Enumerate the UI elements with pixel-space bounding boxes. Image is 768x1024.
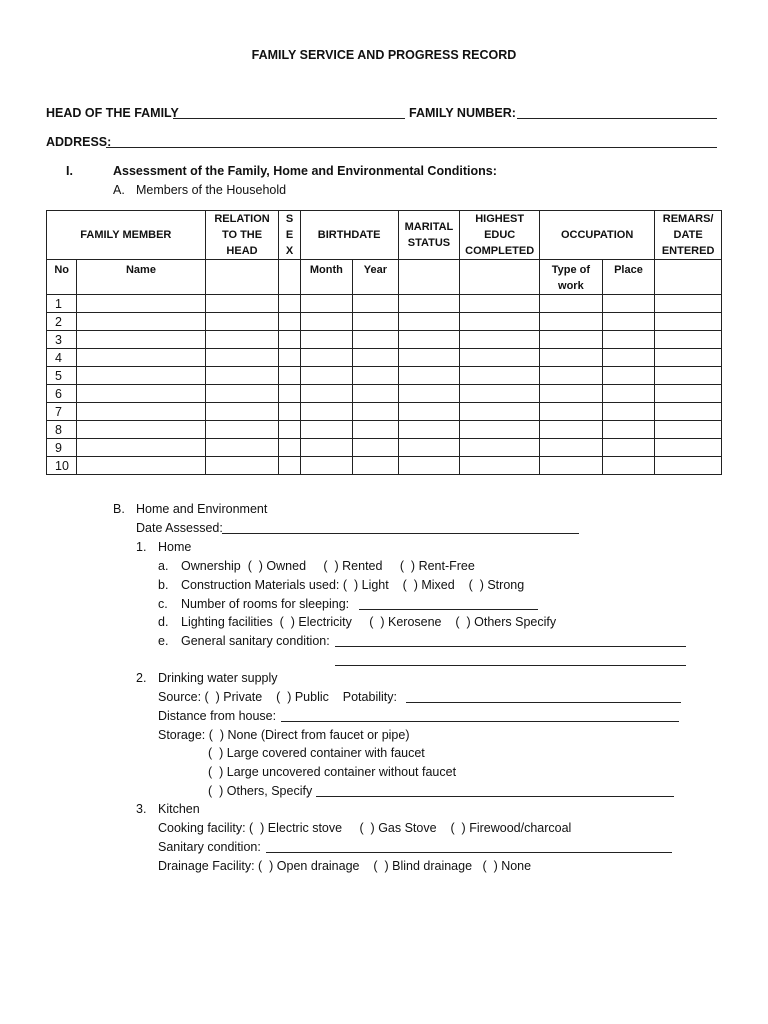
marital-status-header: MARITAL STATUS <box>398 211 460 260</box>
table-cell[interactable] <box>602 295 655 313</box>
table-cell[interactable] <box>398 457 460 475</box>
row-number: 3 <box>47 331 77 349</box>
table-cell[interactable] <box>398 421 460 439</box>
distance-label: Distance from house: <box>158 709 277 723</box>
form-title: FAMILY SERVICE AND PROGRESS RECORD <box>251 48 517 62</box>
table-cell[interactable] <box>540 367 603 385</box>
table-cell[interactable] <box>205 403 279 421</box>
table-cell[interactable] <box>279 403 300 421</box>
table-cell[interactable] <box>460 349 540 367</box>
table-cell[interactable] <box>205 385 279 403</box>
row-number: 10 <box>47 457 77 475</box>
storage-others-field[interactable] <box>316 796 674 797</box>
ownership-letter: a. <box>158 559 169 573</box>
table-cell[interactable] <box>655 367 722 385</box>
table-cell[interactable] <box>540 385 603 403</box>
table-cell[interactable] <box>300 385 353 403</box>
table-cell[interactable] <box>655 385 722 403</box>
table-row <box>47 367 722 385</box>
table-cell[interactable] <box>353 385 398 403</box>
row-number: 4 <box>47 349 77 367</box>
table-cell[interactable] <box>279 367 300 385</box>
table-cell[interactable] <box>300 295 353 313</box>
table-cell[interactable] <box>77 421 205 439</box>
table-cell[interactable] <box>602 367 655 385</box>
table-cell[interactable] <box>353 457 398 475</box>
sanitary-field[interactable] <box>335 646 686 647</box>
table-cell[interactable] <box>460 457 540 475</box>
table-cell[interactable] <box>655 439 722 457</box>
head-of-family-field[interactable] <box>173 118 405 119</box>
table-cell[interactable] <box>398 439 460 457</box>
table-cell[interactable] <box>602 403 655 421</box>
kitchen-sanitary-label: Sanitary condition: <box>158 840 261 854</box>
table-cell[interactable] <box>300 403 353 421</box>
water-source-options[interactable]: Source: ( ) Private ( ) Public Potability: <box>158 690 397 704</box>
ownership-options[interactable]: Ownership ( ) Owned ( ) Rented ( ) Rent-Free <box>181 559 475 573</box>
rooms-label: Number of rooms for sleeping: <box>181 597 350 611</box>
storage-option-covered[interactable]: ( ) Large covered container with faucet <box>208 746 425 760</box>
potability-field[interactable] <box>406 702 681 703</box>
table-cell[interactable] <box>540 331 603 349</box>
table-cell[interactable] <box>540 295 603 313</box>
table-row <box>47 313 722 331</box>
table-cell[interactable] <box>460 313 540 331</box>
table-cell[interactable] <box>77 295 205 313</box>
table-cell[interactable] <box>279 421 300 439</box>
table-cell[interactable] <box>300 331 353 349</box>
table-cell[interactable] <box>460 439 540 457</box>
table-cell[interactable] <box>279 349 300 367</box>
family-number-label: FAMILY NUMBER: <box>409 106 516 120</box>
remarks-header: REMARS/ DATE ENTERED <box>655 211 722 260</box>
section-b-letter: B. <box>113 502 125 516</box>
table-cell[interactable] <box>300 421 353 439</box>
table-row <box>47 457 722 475</box>
sanitary-field-2[interactable] <box>335 665 686 666</box>
table-cell[interactable] <box>602 385 655 403</box>
table-cell[interactable] <box>353 349 398 367</box>
sex-subheader <box>279 260 300 295</box>
table-row <box>47 385 722 403</box>
table-cell[interactable] <box>205 367 279 385</box>
sanitary-label: General sanitary condition: <box>181 634 330 648</box>
table-cell[interactable] <box>77 331 205 349</box>
table-cell[interactable] <box>77 349 205 367</box>
table-cell[interactable] <box>398 295 460 313</box>
kitchen-sanitary-field[interactable] <box>266 852 672 853</box>
table-cell[interactable] <box>205 295 279 313</box>
table-cell[interactable] <box>353 331 398 349</box>
table-cell[interactable] <box>77 403 205 421</box>
table-cell[interactable] <box>602 421 655 439</box>
table-cell[interactable] <box>398 403 460 421</box>
table-cell[interactable] <box>300 367 353 385</box>
date-assessed-field[interactable] <box>222 533 579 534</box>
distance-field[interactable] <box>281 721 679 722</box>
table-cell[interactable] <box>655 457 722 475</box>
birthdate-header: BIRTHDATE <box>300 211 398 260</box>
table-cell[interactable] <box>460 421 540 439</box>
remarks-subheader <box>655 260 722 295</box>
rooms-letter: c. <box>158 597 168 611</box>
table-cell[interactable] <box>279 295 300 313</box>
table-cell[interactable] <box>398 367 460 385</box>
table-cell[interactable] <box>655 403 722 421</box>
water-number: 2. <box>136 671 147 685</box>
family-member-header: FAMILY MEMBER <box>47 211 206 260</box>
section-numeral: I. <box>66 164 73 178</box>
table-row <box>47 421 722 439</box>
row-number: 2 <box>47 313 77 331</box>
sex-header: S E X <box>279 211 300 260</box>
table-cell[interactable] <box>300 349 353 367</box>
table-cell[interactable] <box>655 313 722 331</box>
occupation-header: OCCUPATION <box>540 211 655 260</box>
table-cell[interactable] <box>602 439 655 457</box>
table-cell[interactable] <box>398 349 460 367</box>
table-cell[interactable] <box>460 331 540 349</box>
table-cell[interactable] <box>77 367 205 385</box>
table-cell[interactable] <box>353 421 398 439</box>
table-cell[interactable] <box>300 457 353 475</box>
rooms-field[interactable] <box>359 609 538 610</box>
row-number: 7 <box>47 403 77 421</box>
table-row <box>47 403 722 421</box>
table-cell[interactable] <box>602 457 655 475</box>
section-title: Assessment of the Family, Home and Environmental Conditions: <box>113 164 497 178</box>
month-header: Month <box>300 260 353 295</box>
table-cell[interactable] <box>353 367 398 385</box>
table-cell[interactable] <box>353 313 398 331</box>
type-of-work-header: Type of work <box>540 260 603 295</box>
subsection-a-letter: A. <box>113 183 125 197</box>
table-cell[interactable] <box>77 457 205 475</box>
sanitary-letter: e. <box>158 634 169 648</box>
address-label: ADDRESS: <box>46 135 112 149</box>
table-cell[interactable] <box>398 313 460 331</box>
education-header: HIGHEST EDUC COMPLETED <box>460 211 540 260</box>
table-row <box>47 295 722 313</box>
row-number: 5 <box>47 367 77 385</box>
household-members-table <box>46 210 722 475</box>
relation-header: RELATION TO THE HEAD <box>205 211 279 260</box>
date-assessed-label: Date Assessed: <box>136 521 223 535</box>
table-cell[interactable] <box>398 385 460 403</box>
table-cell[interactable] <box>279 385 300 403</box>
table-cell[interactable] <box>540 421 603 439</box>
table-cell[interactable] <box>540 349 603 367</box>
table-cell[interactable] <box>398 331 460 349</box>
drainage-options[interactable]: Drainage Facility: ( ) Open drainage ( ) Blind drainage ( ) None <box>158 859 532 873</box>
table-cell[interactable] <box>460 385 540 403</box>
table-cell[interactable] <box>540 457 603 475</box>
kitchen-number: 3. <box>136 802 147 816</box>
storage-option-none[interactable]: Storage: ( ) None (Direct from faucet or pipe) <box>158 728 410 742</box>
name-header: Name <box>77 260 205 295</box>
no-header: No <box>47 260 77 295</box>
relation-subheader <box>205 260 279 295</box>
row-number: 6 <box>47 385 77 403</box>
marital-subheader <box>398 260 460 295</box>
table-row <box>47 349 722 367</box>
table-cell[interactable] <box>279 457 300 475</box>
table-cell[interactable] <box>279 313 300 331</box>
table-cell[interactable] <box>77 385 205 403</box>
kitchen-title: Kitchen <box>158 802 200 816</box>
table-cell[interactable] <box>655 349 722 367</box>
table-cell[interactable] <box>540 439 603 457</box>
home-number: 1. <box>136 540 147 554</box>
table-cell[interactable] <box>205 421 279 439</box>
row-number: 1 <box>47 295 77 313</box>
table-cell[interactable] <box>460 403 540 421</box>
row-number: 8 <box>47 421 77 439</box>
table-cell[interactable] <box>540 403 603 421</box>
table-cell[interactable] <box>77 313 205 331</box>
table-cell[interactable] <box>205 349 279 367</box>
table-cell[interactable] <box>655 295 722 313</box>
table-cell[interactable] <box>205 331 279 349</box>
storage-option-others[interactable]: ( ) Others, Specify <box>208 784 313 798</box>
address-field[interactable] <box>106 147 717 148</box>
table-row <box>47 331 722 349</box>
cooking-facility-options[interactable]: Cooking facility: ( ) Electric stove ( ) Gas Stove ( ) Firewood/charcoal <box>158 821 572 835</box>
table-cell[interactable] <box>205 457 279 475</box>
table-cell[interactable] <box>353 439 398 457</box>
home-title: Home <box>158 540 192 554</box>
section-b-title: Home and Environment <box>136 502 268 516</box>
family-number-field[interactable] <box>517 118 717 119</box>
table-cell[interactable] <box>655 421 722 439</box>
table-cell[interactable] <box>540 313 603 331</box>
construction-letter: b. <box>158 578 169 592</box>
education-subheader <box>460 260 540 295</box>
table-row <box>47 439 722 457</box>
year-header: Year <box>353 260 398 295</box>
head-of-family-label: HEAD OF THE FAMILY <box>46 106 179 120</box>
table-cell[interactable] <box>655 331 722 349</box>
table-cell[interactable] <box>300 439 353 457</box>
lighting-options[interactable]: Lighting facilities ( ) Electricity ( ) Kerosene ( ) Others Specify <box>181 615 557 629</box>
table-cell[interactable] <box>353 403 398 421</box>
table-cell[interactable] <box>205 439 279 457</box>
table-cell[interactable] <box>460 367 540 385</box>
table-cell[interactable] <box>77 439 205 457</box>
table-cell[interactable] <box>602 331 655 349</box>
water-title: Drinking water supply <box>158 671 278 685</box>
subsection-a-title: Members of the Household <box>136 183 287 197</box>
row-number: 9 <box>47 439 77 457</box>
table-cell[interactable] <box>353 295 398 313</box>
table-cell[interactable] <box>300 313 353 331</box>
lighting-letter: d. <box>158 615 169 629</box>
place-header: Place <box>602 260 655 295</box>
table-cell[interactable] <box>205 313 279 331</box>
construction-options[interactable]: Construction Materials used: ( ) Light ( ) Mixed ( ) Strong <box>181 578 525 592</box>
table-cell[interactable] <box>602 349 655 367</box>
table-cell[interactable] <box>460 295 540 313</box>
table-cell[interactable] <box>279 439 300 457</box>
table-cell[interactable] <box>602 313 655 331</box>
table-cell[interactable] <box>279 331 300 349</box>
storage-option-uncovered[interactable]: ( ) Large uncovered container without faucet <box>208 765 457 779</box>
